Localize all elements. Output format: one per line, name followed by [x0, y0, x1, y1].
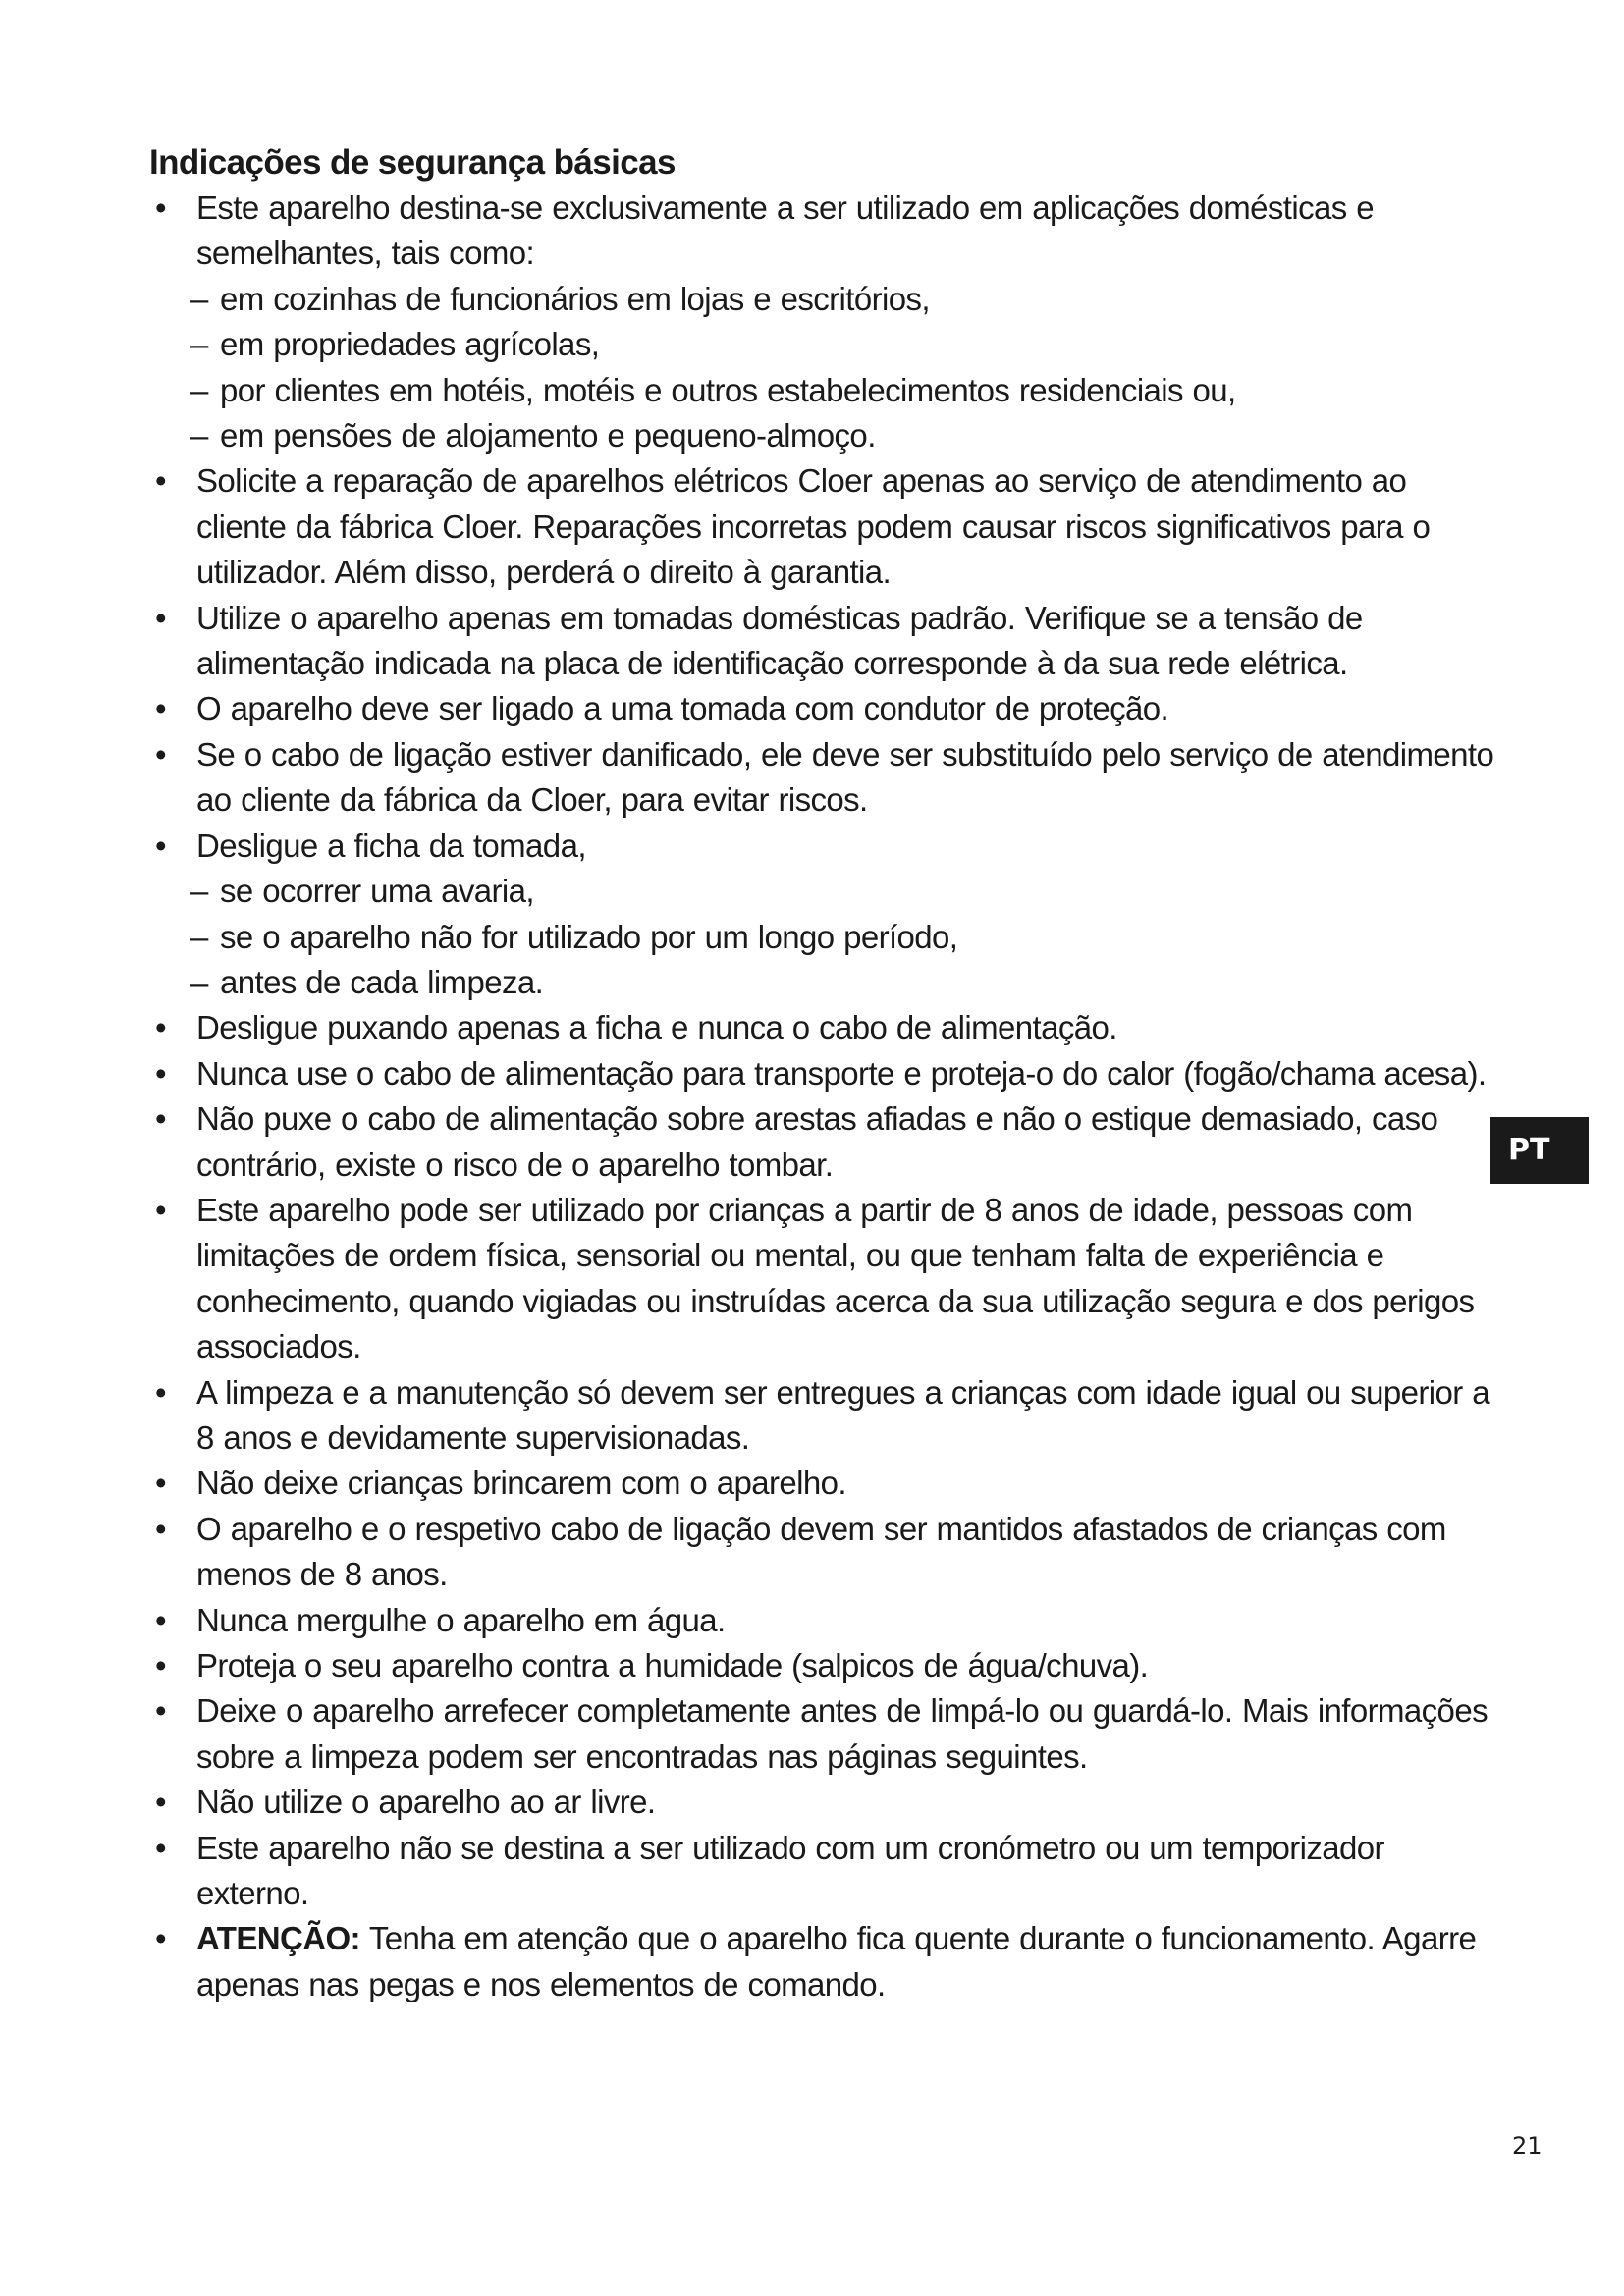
sub-item: [147, 413, 1502, 458]
bullet: •: [155, 735, 166, 773]
list-item: [147, 1507, 1502, 1598]
item-text: se ocorrer uma avaria,: [220, 873, 534, 910]
bullet: •: [155, 1601, 166, 1638]
item-text: Este aparelho não se destina a ser utilizado com um cronómetro ou um temporizador externo.: [196, 1829, 1384, 1912]
sub-item: [147, 322, 1502, 367]
bullet: •: [155, 462, 166, 500]
bullet: •: [155, 1054, 166, 1092]
dash: –: [190, 280, 208, 317]
dash: –: [190, 371, 208, 408]
item-text: antes de cada limpeza.: [220, 963, 544, 1000]
item-text: Tenha em atenção que o aparelho fica quente durante o funcionamento. Agarre apenas nas pegas e nos elementos de comando.: [196, 1920, 1477, 2002]
list-item: [147, 1051, 1502, 1096]
sub-item: [147, 960, 1502, 1005]
list-item: [147, 824, 1502, 869]
list-item: [147, 596, 1502, 687]
item-text: Nunca mergulhe o aparelho em água.: [196, 1601, 726, 1638]
bullet: •: [155, 1373, 166, 1411]
item-text: Este aparelho pode ser utilizado por crianças a partir de 8 anos de idade, pessoas com limitações de ordem física, sensorial ou mental, ou que tenham falta de experiência e conhecimento, quando vigiadas ou instruídas acerca da sua utilização segura e dos perigos associados.: [196, 1191, 1475, 1365]
list-item: [147, 1643, 1502, 1688]
bullet: •: [155, 1920, 166, 1957]
list-item: [147, 1096, 1502, 1188]
bullet: •: [155, 189, 166, 226]
item-text: Desligue puxando apenas a ficha e nunca o cabo de alimentação.: [196, 1009, 1117, 1046]
item-text: Não deixe crianças brincarem com o aparelho.: [196, 1465, 846, 1502]
item-text: Proteja o seu aparelho contra a humidade (salpicos de água/chuva).: [196, 1647, 1149, 1683]
bullet: •: [155, 1829, 166, 1866]
bullet: •: [155, 1191, 166, 1228]
bullet: •: [155, 1784, 166, 1821]
list-item: [147, 1005, 1502, 1050]
item-text: Solicite a reparação de aparelhos elétricos Cloer apenas ao serviço de atendimento ao cliente da fábrica Cloer. Reparações incorretas podem causar riscos significativos para o utilizador. Além disso, perderá o direito à garantia.: [196, 462, 1431, 591]
warning-item: [147, 1916, 1502, 2007]
sub-item: [147, 368, 1502, 413]
bullet: •: [155, 827, 166, 864]
list-item: [147, 1780, 1502, 1825]
sub-item: [147, 277, 1502, 322]
section-title: Indicações de segurança básicas: [149, 143, 676, 182]
list-item: [147, 1598, 1502, 1643]
list-item: [147, 458, 1502, 595]
dash: –: [190, 918, 208, 955]
bullet: •: [155, 1009, 166, 1046]
bullet: •: [155, 1647, 166, 1683]
item-text: em propriedades agrícolas,: [220, 326, 600, 363]
item-text: Nunca use o cabo de alimentação para transporte e proteja-o do calor (fogão/chama acesa).: [196, 1054, 1487, 1092]
item-text: Deixe o aparelho arrefecer completamente antes de limpá-lo ou guardá-lo. Mais informações sobre a limpeza podem ser encontradas nas páginas seguintes.: [196, 1692, 1488, 1775]
list-item: [147, 1688, 1502, 1780]
list-item: [147, 1826, 1502, 1917]
item-text: em pensões de alojamento e pequeno-almoço.: [220, 417, 876, 454]
item-text: O aparelho deve ser ligado a uma tomada com condutor de proteção.: [196, 690, 1169, 727]
list-item: [147, 1461, 1502, 1506]
item-text: O aparelho e o respetivo cabo de ligação devem ser mantidos afastados de crianças com menos de 8 anos.: [196, 1510, 1446, 1593]
bullet: •: [155, 690, 166, 727]
item-text: se o aparelho não for utilizado por um longo período,: [220, 918, 958, 955]
warning-label: ATENÇÃO:: [196, 1920, 360, 1957]
page-number: 21: [1512, 2132, 1543, 2160]
list-item: [147, 686, 1502, 731]
list-item: [147, 1370, 1502, 1462]
list-item: [147, 186, 1502, 277]
dash: –: [190, 873, 208, 910]
item-text: em cozinhas de funcionários em lojas e escritórios,: [220, 280, 930, 317]
item-text: por clientes em hotéis, motéis e outros estabelecimentos residenciais ou,: [220, 371, 1236, 408]
bullet: •: [155, 1692, 166, 1730]
safety-list: [147, 186, 1502, 2007]
list-item: [147, 1188, 1502, 1370]
list-item: [147, 732, 1502, 824]
item-text: Desligue a ficha da tomada,: [196, 827, 586, 864]
bullet: •: [155, 1100, 166, 1138]
dash: –: [190, 417, 208, 454]
bullet: •: [155, 1510, 166, 1547]
sub-item: [147, 869, 1502, 914]
item-text: Se o cabo de ligação estiver danificado, ele deve ser substituído pelo serviço de atendimento ao cliente da fábrica da Cloer, para evitar riscos.: [196, 735, 1494, 819]
item-text: A limpeza e a manutenção só devem ser entregues a crianças com idade igual ou superior a 8 anos e devidamente supervisionadas.: [196, 1373, 1489, 1456]
item-text: Não utilize o aparelho ao ar livre.: [196, 1784, 656, 1821]
bullet: •: [155, 599, 166, 636]
item-text: Não puxe o cabo de alimentação sobre arestas afiadas e não o estique demasiado, caso contrário, existe o risco de o aparelho tombar.: [196, 1100, 1438, 1183]
item-text: Utilize o aparelho apenas em tomadas domésticas padrão. Verifique se a tensão de alimentação indicada na placa de identificação corresponde à da sua rede elétrica.: [196, 599, 1363, 682]
item-text: Este aparelho destina-se exclusivamente a ser utilizado em aplicações domésticas e semelhantes, tais como:: [196, 189, 1374, 272]
dash: –: [190, 963, 208, 1000]
dash: –: [190, 326, 208, 363]
sub-item: [147, 915, 1502, 960]
language-tab: PT: [1490, 1117, 1589, 1184]
bullet: •: [155, 1465, 166, 1502]
